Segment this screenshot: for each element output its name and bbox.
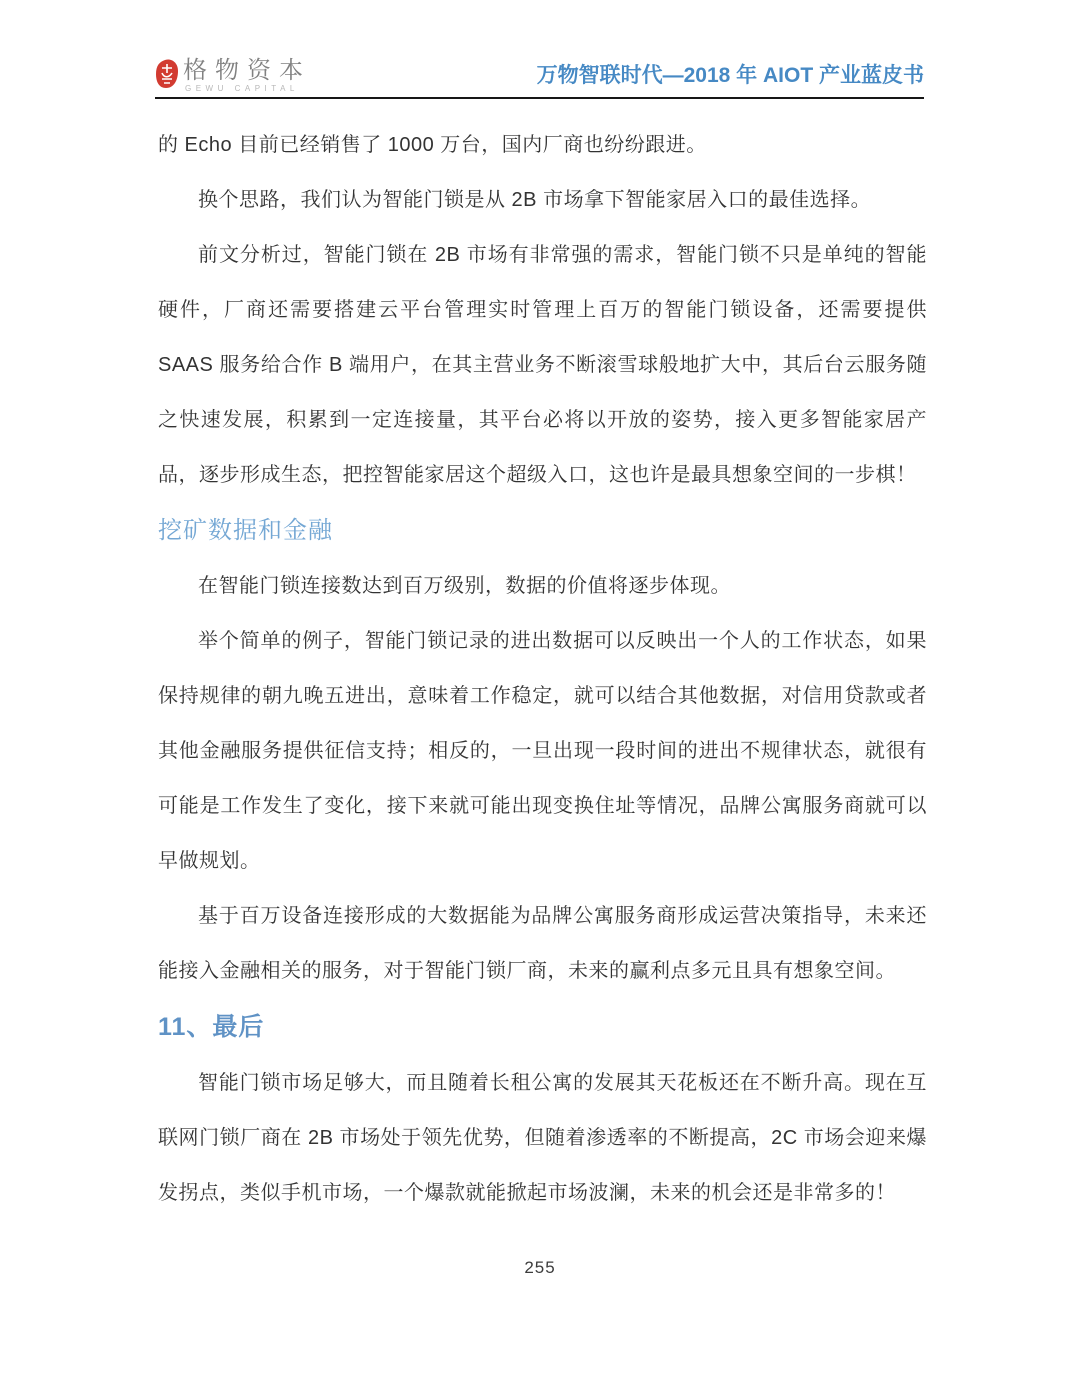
paragraph: 的 Echo 目前已经销售了 1000 万台，国内厂商也纷纷跟进。: [158, 134, 707, 156]
page-header: [155, 58, 924, 99]
gewu-capital-logo: [155, 58, 311, 94]
paragraph: 基于百万设备连接形成的大数据能为品牌公寓服务商形成运营决策指导，未来还能接入金融相关的服务，对于智能门锁厂商，未来的赢利点多元且具有想象空间。: [158, 905, 927, 982]
paragraph: 举个简单的例子，智能门锁记录的进出数据可以反映出一个人的工作状态，如果保持规律的朝九晚五进出，意味着工作稳定，就可以结合其他数据，对信用贷款或者其他金融服务提供征信支持；相反的，一旦出现一段时间的进出不规律状态，就很有可能是工作发生了变化，接下来就可能出现变换住址等情况，品牌公寓服务商就可以早做规划。: [158, 630, 927, 872]
paragraph: 换个思路，我们认为智能门锁是从 2B 市场拿下智能家居入口的最佳选择。: [198, 189, 872, 211]
paragraph: 在智能门锁连接数达到百万级别，数据的价值将逐步体现。: [198, 575, 731, 597]
paragraph: 智能门锁市场足够大，而且随着长租公寓的发展其天花板还在不断升高。现在互联网门锁厂商在 2B 市场处于领先优势，但随着渗透率的不断提高，2C 市场会迎来爆发拐点，类似手机市场，一个爆款就能掀起市场波澜，未来的机会还是非常多的！: [158, 1072, 927, 1204]
page-footer: [0, 1258, 1080, 1278]
document-body: [158, 118, 927, 1221]
subsection-heading: 挖矿数据和金融: [158, 517, 333, 544]
red-seal-icon: [155, 59, 179, 89]
section-heading: 11、最后: [158, 1013, 265, 1041]
page-number: 255: [524, 1258, 556, 1277]
document-title: 万物智联时代—2018 年 AIOT 产业蓝皮书: [536, 64, 924, 87]
header-divider: [155, 97, 924, 99]
paragraph: 前文分析过，智能门锁在 2B 市场有非常强的需求，智能门锁不只是单纯的智能硬件，厂商还需要搭建云平台管理实时管理上百万的智能门锁设备，还需要提供 SAAS 服务给合作 B 端用户，在其主营业务不断滚雪球般地扩大中，其后台云服务随之快速发展，积累到一定连接量，其平台必将以开放的姿势，接入更多智能家居产品，逐步形成生态，把控智能家居这个超级入口，这也许是最具想象空间的一步棋！: [158, 244, 927, 486]
logo-name: 格物资本: [183, 57, 311, 84]
logo-subtitle: GEWU CAPITAL: [185, 84, 299, 93]
